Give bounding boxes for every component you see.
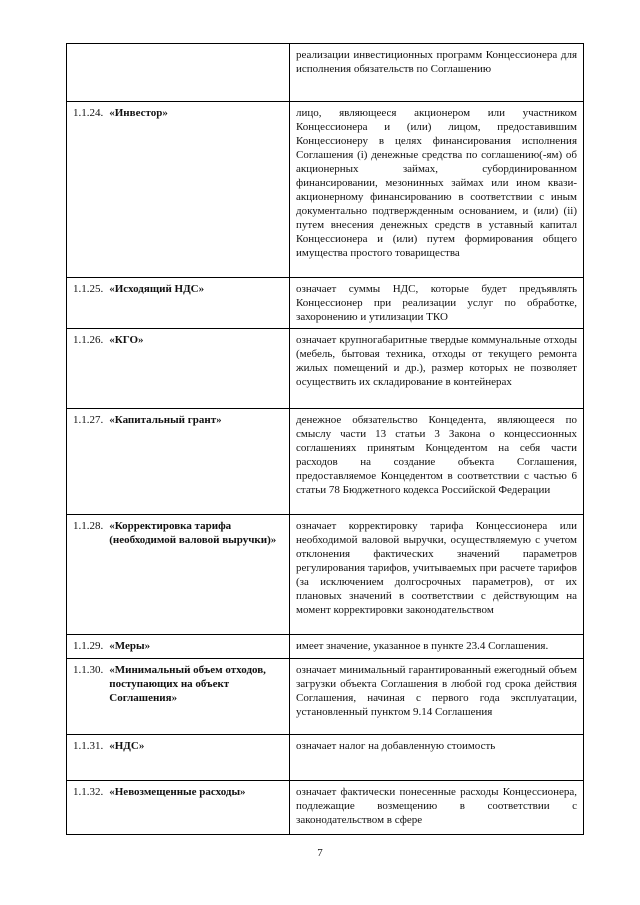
term-cell (67, 781, 290, 835)
term-name: «Меры» (109, 640, 151, 652)
definition-text: означает корректировку тарифа Концессионера или необходимой валовой выручки, осуществляемую с учетом отклонения фактических значений параметров регулирования тарифов, учитываемых при расчете тарифов (за исключением долгосрочных параметров), от их плановых значений в соответствии с действующим на момент корректировки законодательством (290, 515, 584, 635)
definition-row (67, 44, 584, 102)
term-wrap (73, 639, 283, 653)
definition-text: денежное обязательство Концедента, являющееся по смыслу части 13 статьи 3 Закона о концессионных соглашениях принятым Концедентом на себя части расходов на создание объекта Соглашения, предоставляемое Концедентом в соответствии с частью 6 статьи 78 Бюджетного кодекса Российской Федерации (290, 409, 584, 515)
term-wrap (73, 663, 283, 705)
term-wrap (73, 333, 283, 347)
definition-text: имеет значение, указанное в пункте 23.4 Соглашения. (290, 635, 584, 659)
clause-number: 1.1.29. (73, 640, 104, 652)
term-name: «КГО» (109, 334, 144, 346)
term-wrap (73, 413, 283, 427)
term-cell (67, 278, 290, 329)
term-wrap (73, 282, 283, 296)
term-name: «Инвестор» (109, 107, 168, 119)
clause-number: 1.1.25. (73, 283, 104, 295)
clause-number: 1.1.31. (73, 740, 104, 752)
term-cell (67, 635, 290, 659)
page-number: 7 (317, 847, 323, 859)
definition-row (67, 781, 584, 835)
definition-row (67, 515, 584, 635)
definitions-table (66, 43, 584, 835)
term-cell (67, 659, 290, 735)
definition-row (67, 278, 584, 329)
term-cell (67, 329, 290, 409)
definition-row (67, 409, 584, 515)
term-name: «Исходящий НДС» (109, 283, 205, 295)
term-cell (67, 44, 290, 102)
clause-number: 1.1.28. (73, 520, 104, 532)
term-cell (67, 409, 290, 515)
term-cell (67, 735, 290, 781)
definition-text: означает фактически понесенные расходы Концессионера, подлежащие возмещению в соответствии с законодательством в сфере (290, 781, 584, 835)
definition-text: означает минимальный гарантированный ежегодный объем загрузки объекта Соглашения в любой год срока действия Соглашения, начиная с первого года эксплуатации, установленный пунктом 9.14 Соглашения (290, 659, 584, 735)
clause-number: 1.1.24. (73, 107, 104, 119)
term-name: «Корректировка тарифа (необходимой валовой выручки)» (109, 520, 277, 546)
definitions-table-body (67, 44, 584, 835)
definition-text: означает крупногабаритные твердые коммунальные отходы (мебель, бытовая техника, отходы от текущего ремонта жилых помещений и др.), размер которых не позволяет осуществить их складирование в контейнерах (290, 329, 584, 409)
term-wrap (73, 785, 283, 799)
clause-number: 1.1.26. (73, 334, 104, 346)
definition-row (67, 659, 584, 735)
term-wrap (73, 519, 283, 547)
clause-number: 1.1.30. (73, 664, 104, 676)
definition-row (67, 635, 584, 659)
term-cell (67, 102, 290, 278)
definition-text: реализации инвестиционных программ Концессионера для исполнения обязательств по Соглашению (290, 44, 584, 102)
term-name: «Капитальный грант» (109, 414, 222, 426)
clause-number: 1.1.27. (73, 414, 104, 426)
definition-text: лицо, являющееся акционером или участником Концессионера и (или) лицом, предоставившим Концессионеру в целях финансирования исполнения Соглашения (i) денежные средства по соглашению(-ям) об акционерных займах, субординированном финансировании, мезонинных займах или ином квази-акционерному финансированию в соответствии с иным документально подтвержденным основанием, и (или) (ii) путем внесения денежных средств в уставный капитал Концессионера и (или) путем формирования общего имущества простого товарищества (290, 102, 584, 278)
definition-text: означает налог на добавленную стоимость (290, 735, 584, 781)
definition-text: означает суммы НДС, которые будет предъявлять Концессионер при реализации услуг по обработке, захоронению и утилизации ТКО (290, 278, 584, 329)
term-cell (67, 515, 290, 635)
definition-row (67, 102, 584, 278)
term-wrap (73, 106, 283, 120)
term-name: «НДС» (109, 740, 145, 752)
clause-number: 1.1.32. (73, 786, 104, 798)
term-wrap (73, 739, 283, 753)
definition-row (67, 329, 584, 409)
term-name: «Невозмещенные расходы» (109, 786, 246, 798)
definition-row (67, 735, 584, 781)
term-name: «Минимальный объем отходов, поступающих на объект Соглашения» (109, 664, 266, 704)
